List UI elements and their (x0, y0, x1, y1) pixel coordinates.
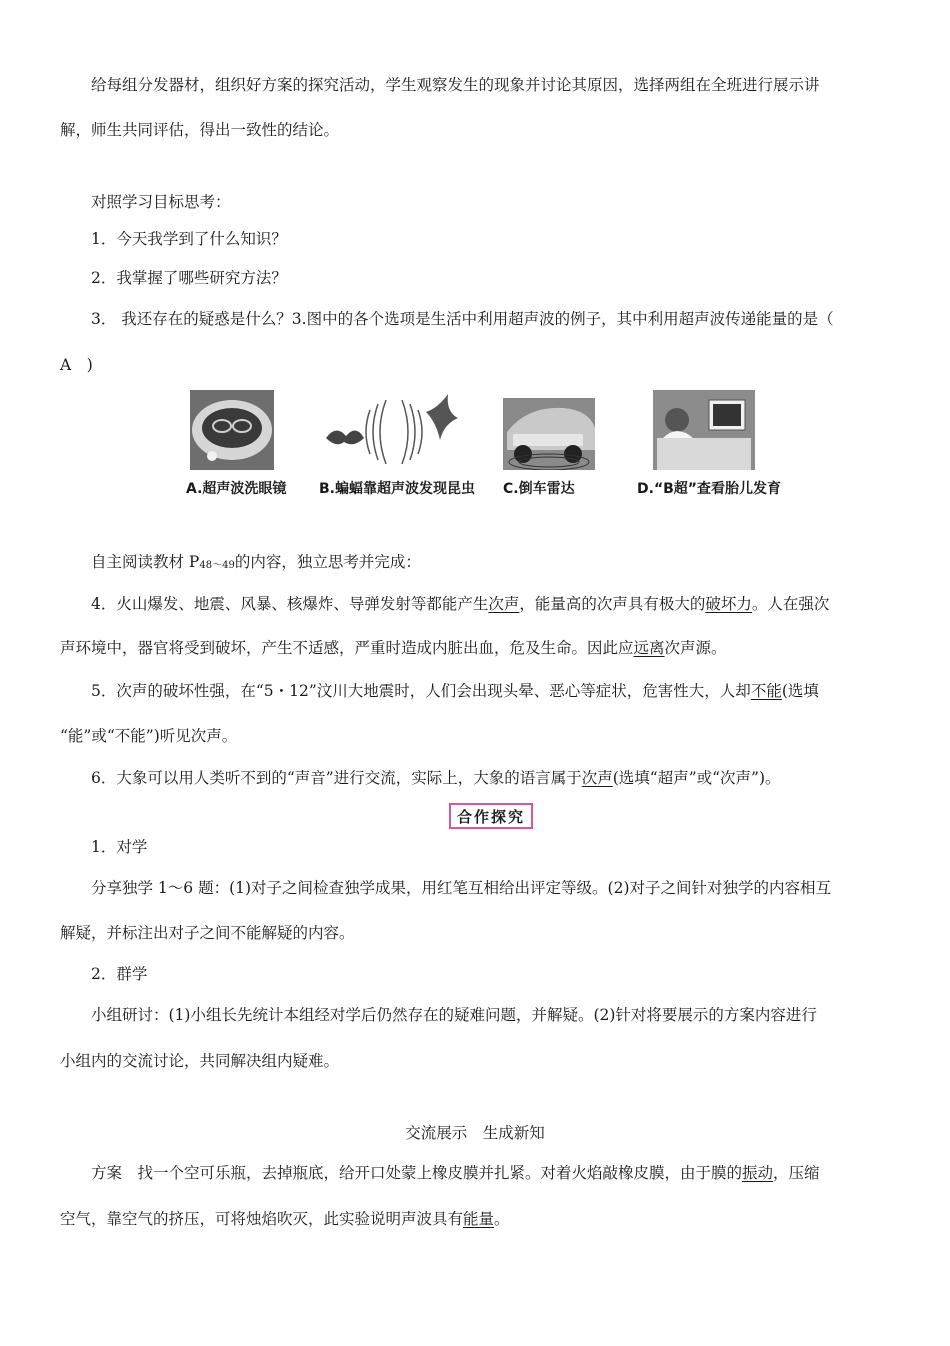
para1-line2: 解，师生共同评估，得出一致性的结论。 (60, 121, 340, 139)
figure-d-image (653, 390, 755, 470)
answer-vibration: 振动 (742, 1164, 774, 1182)
reflection-heading: 对照学习目标思考： (91, 193, 231, 211)
question-4-line1: 4．火山爆发、地震、风暴、核爆炸、导弹发射等都能产生次声，能量高的次声具有极大的破坏力。人在强次 (91, 595, 830, 613)
pair-line1: 分享独学 1～6 题：(1)对子之间检查独学成果，用红笔互相给出评定等级。(2)对子之间针对独学的内容相互 (91, 879, 831, 897)
answer-infrasound-elephant: 次声 (581, 769, 613, 787)
para1-line1: 给每组分发器材，组织好方案的探究活动，学生观察发生的现象并讨论其原因，选择两组在全班进行展示讲 (91, 76, 820, 94)
answer-stay-away: 远离 (633, 639, 665, 657)
question-1: 1．今天我学到了什么知识？ (91, 230, 287, 248)
answer-infrasound: 次声 (488, 595, 520, 613)
figure-a-image (190, 390, 274, 470)
pair-line2: 解疑，并标注出对子之间不能解疑的内容。 (60, 924, 355, 942)
answer-energy: 能量 (463, 1210, 495, 1228)
figure-d-caption: D.“B超”查看胎儿发育 (637, 481, 782, 497)
group-line1: 小组研讨：(1)小组长先统计本组经对学后仍然存在的疑难问题，并解疑。(2)针对将要展示的方案内容进行 (91, 1006, 817, 1024)
group-line2: 小组内的交流讨论，共同解决组内疑难。 (60, 1052, 340, 1070)
question-4-line2: 声环境中，器官将受到破坏，产生不适感，严重时造成内脏出血，危及生命。因此应远离次声源。 (60, 639, 727, 657)
figure-a-caption: A.超声波洗眼镜 (186, 481, 287, 497)
figure-b-image (322, 392, 462, 470)
exchange-heading: 交流展示 生成新知 (405, 1124, 545, 1142)
cooperation-badge: 合作探究 (449, 803, 533, 829)
car-radar-icon (503, 398, 595, 470)
question-3-answer: A ) (60, 356, 93, 374)
ultrasound-scan-icon (653, 390, 755, 470)
answer-cannot: 不能 (750, 682, 782, 700)
bat-echolocation-icon (322, 392, 462, 470)
question-2: 2．我掌握了哪些研究方法？ (91, 269, 287, 287)
question-5-line2: “能”或“不能”)听见次声。 (60, 727, 238, 745)
figure-c-caption: C.倒车雷达 (503, 481, 575, 497)
question-3-line1: 3． 我还存在的疑惑是什么？3.图中的各个选项是生活中利用超声波的例子，其中利用超声波传递能量的是（ (91, 310, 834, 328)
figure-c-image (503, 398, 595, 470)
answer-destructive-power: 破坏力 (705, 595, 752, 613)
ultrasonic-cleaner-icon (190, 390, 274, 470)
page-range: 48～49 (199, 560, 235, 571)
experiment-line2: 空气，靠空气的挤压，可将烛焰吹灭，此实验说明声波具有能量。 (60, 1210, 510, 1228)
pair-heading: 1．对学 (91, 838, 148, 856)
question-5-line1: 5．次声的破坏性强，在“5・12”汶川大地震时，人们会出现头晕、恶心等症状，危害性大，人却不能(选填 (91, 682, 819, 700)
experiment-line1: 方案 找一个空可乐瓶，去掉瓶底，给开口处蒙上橡皮膜并扎紧。对着火焰敲橡皮膜，由于膜的振动，压缩 (91, 1164, 820, 1182)
reading-instruction: 自主阅读教材 $P_{48\sim 49}$的内容，独立思考并完成： (91, 553, 421, 571)
group-heading: 2．群学 (91, 965, 148, 983)
figure-b-caption: B.蝙蝠靠超声波发现昆虫 (319, 481, 475, 497)
question-6: 6．大象可以用人类听不到的“声音”进行交流，实际上，大象的语言属于次声(选填“超声”或“次声”)。 (91, 769, 781, 787)
